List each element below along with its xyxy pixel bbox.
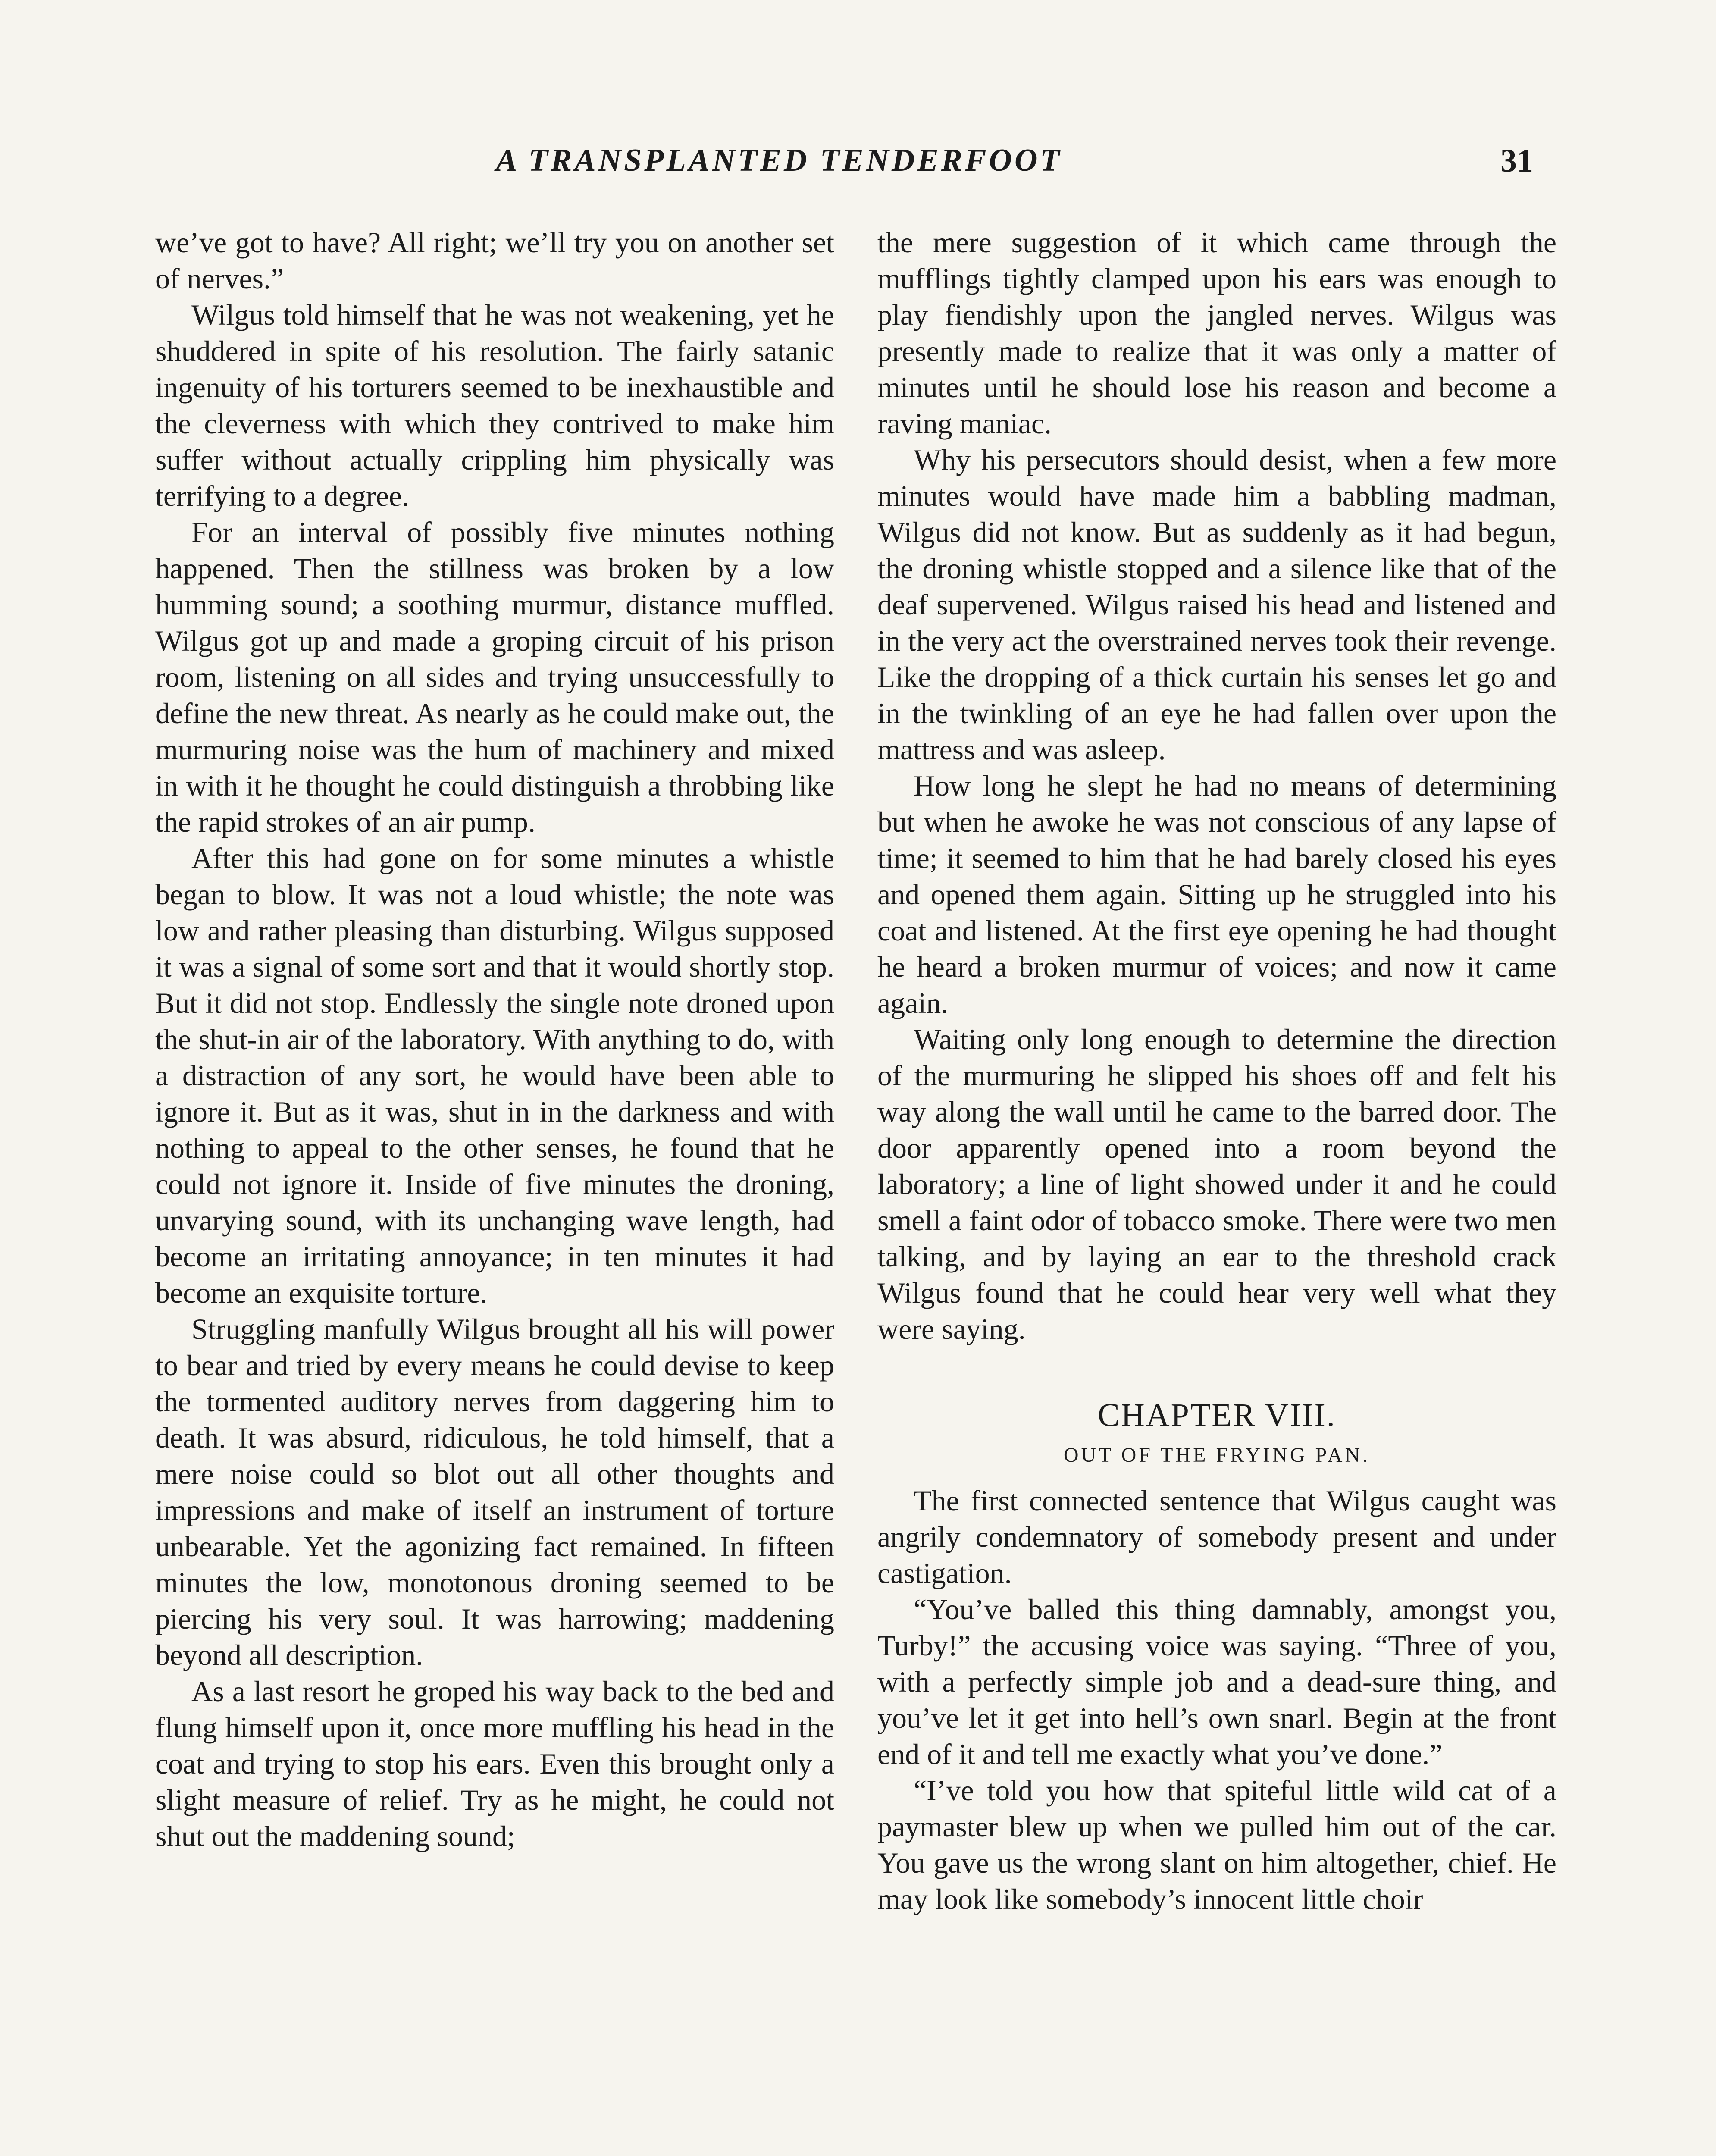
paragraph: For an interval of possibly five minutes nothing happened. Then the stillness was broken by a low humming sound; a soothing murmur, distance muffled. Wilgus got up and made a groping circuit of his prison room, listening on all sides and trying unsuccessfully to define the new threat. As nearly as he could make out, the murmuring noise was the hum of machinery and mixed in with it he thought he could distinguish a throbbing like the rapid strokes of an air pump. — [155, 516, 834, 838]
paragraph: How long he slept he had no means of determining but when he awoke he was not conscious of any lapse of time; it seemed to him that he had barely closed his eyes and opened them again. Sitting up he struggled into his coat and listened. At the first eye opening he had thought he heard a broken murmur of voices; and now it came again. — [877, 769, 1556, 1019]
paragraph: After this had gone on for some minutes a whistle began to blow. It was not a loud whistle; the note was low and rather pleasing than disturbing. Wilgus supposed it was a signal of some sort and that it would shortly stop. But it did not stop. Endlessly the single note droned upon the shut-in air of the laboratory. With anything to do, with a distraction of any sort, he would have been able to ignore it. But as it was, shut in in the darkness and with nothing to appeal to the other senses, he found that he could not ignore it. Inside of five minutes the droning, unvarying sound, with its unchanging wave length, had become an irritating annoyance; in ten minutes it had become an exquisite torture. — [155, 842, 834, 1309]
paragraph: The first connected sentence that Wilgus caught was angrily condemnatory of somebody present and under castigation. — [877, 1484, 1556, 1589]
paragraph: Wilgus told himself that he was not weakening, yet he shuddered in spite of his resolution. The fairly satanic ingenuity of his torturers seemed to be inexhaustible and the cleverness with which they contrived to make him suffer without actually crippling him physically was terrifying to a degree. — [155, 298, 834, 512]
paragraph: we’ve got to have? All right; we’ll try you on another set of nerves.” — [155, 226, 834, 295]
paragraph: Waiting only long enough to determine the direction of the murmuring he slipped his shoes off and felt his way along the wall until he came to the barred door. The door apparently opened into a room beyond the laboratory; a line of light showed under it and he could smell a faint odor of tobacco smoke. There were two men talking, and by laying an ear to the threshold crack Wilgus found that he could hear very well what they were saying. — [877, 1023, 1556, 1345]
paragraph: As a last resort he groped his way back to the bed and flung himself upon it, once more muffling his head in the coat and trying to stop his ears. Even this brought only a slight measure of relief. Try as he might, he could not shut out the maddening sound; — [155, 1675, 834, 1852]
right-column — [877, 224, 1556, 1917]
paragraph: “You’ve balled this thing damnably, amongst you, Turby!” the accusing voice was saying. “Three of you, with a perfectly simple job and a dead-sure thing, and you’ve let it get into hell’s own snarl. Begin at the front end of it and tell me exactly what you’ve done.” — [877, 1593, 1556, 1771]
left-column — [155, 224, 834, 1854]
paragraph: Why his persecutors should desist, when a few more minutes would have made him a babbling madman, Wilgus did not know. But as suddenly as it had begun, the droning whistle stopped and a silence like that of the deaf supervened. Wilgus raised his head and listened and in the very act the overstrained nerves took their revenge. Like the dropping of a thick curtain his senses let go and in the twinkling of an eye he had fallen over upon the mattress and was asleep. — [877, 443, 1556, 766]
chapter-title: CHAPTER VIII. — [1098, 1397, 1336, 1433]
chapter-subtitle: OUT OF THE FRYING PAN. — [1063, 1444, 1371, 1467]
paragraph: “I’ve told you how that spiteful little wild cat of a paymaster blew up when we pulled him out of the car. You gave us the wrong slant on him altogether, chief. He may look like somebody’s innocent little choir — [877, 1774, 1556, 1915]
paragraph: the mere suggestion of it which came through the mufflings tightly clamped upon his ears was enough to play fiendishly upon the jangled nerves. Wilgus was presently made to realize that it was only a matter of minutes until he should lose his reason and become a raving maniac. — [877, 226, 1556, 440]
running-title: A TRANSPLANTED TENDERFOOT — [496, 143, 1062, 178]
paragraph: Struggling manfully Wilgus brought all his will power to bear and tried by every means he could devise to keep the tormented auditory nerves from daggering him to death. It was absurd, ridiculous, he told himself, that a mere noise could so blot out all other thoughts and impressions and make of itself an instrument of torture unbearable. Yet the agonizing fact remained. In fifteen minutes the low, monotonous droning seemed to be piercing his very soul. It was harrowing; maddening beyond all description. — [155, 1313, 834, 1671]
page-number: 31 — [1500, 143, 1533, 179]
